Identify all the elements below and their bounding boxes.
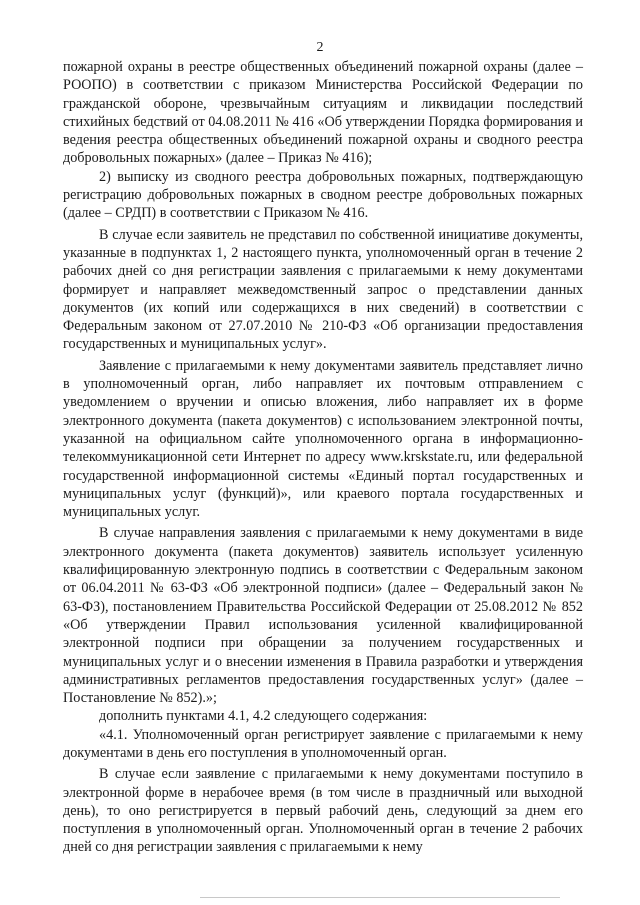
scan-edge-line [200,897,560,898]
paragraph-amendment-intro: дополнить пунктами 4.1, 4.2 следующего содержания: [99,708,428,725]
document-body [63,58,583,857]
paragraph-item-2: 2) выписку из сводного реестра добровольных пожарных, подтверждающую регистрацию добровольных пожарных в сводном реестре добровольных пожарных (далее – СРДП) в соответствии с Приказом № 416. [63,168,583,222]
paragraph-electronic-signature: В случае направления заявления с прилагаемыми к нему документами в виде электронного документа (пакета документов) заявитель использует усиленную квалифицированную электронную подпись в соответствии с Федеральным законом от 06.04.2011 № 63-ФЗ «Об электронной подписи» (далее – Федеральный закон № 63-ФЗ), постановлением Правительства Российской Федерации от 25.08.2012 № 852 «Об утверждении Правил использования усиленной квалифицированной электронной подписи при обращении за получением государственных и муниципальных услуг и о внесении изменения в Правила разработки и утверждения административных регламентов предоставления государственных услуг» (далее – Постановление № 852).»; [63,525,583,707]
paragraph-submission-methods: Заявление с прилагаемыми к нему документами заявитель представляет лично в уполномоченный орган, либо направляет их почтовым отправлением с уведомлением о вручении и описью вложения, либо направляет их в форме электронного документа (пакета документов) с использованием электронной почты, указанной на официальном сайте уполномоченного органа в информационно-телекоммуникационной сети Интернет по адресу www.krskstate.ru, или федеральной государственной информационной системы «Единый портал государственных и муниципальных услуг (функций)», или краевого портала государственных и муниципальных услуг. [63,357,583,521]
paragraph-rooopo-continuation: пожарной охраны в реестре общественных объединений пожарной охраны (далее – РООПО) в соответствии с приказом Министерства Российской Федерации по гражданской обороне, чрезвычайным ситуациям и ликвидации последствий стихийных бедствий от 04.08.2011 № 416 «Об утверждении Порядка формирования и ведения реестра общественных объединений пожарной охраны и сводного реестра добровольных пожарных» (далее – Приказ № 416); [63,59,583,167]
page-number: 2 [316,40,324,55]
paragraph-non-working-hours: В случае если заявление с прилагаемыми к нему документами поступило в электронной форме в нерабочее время (в том числе в праздничный или выходной день), то оно регистрируется в первый рабочий день, следующий за днем его поступления в уполномоченный орган. Уполномоченный орган в течение 2 рабочих дней со дня регистрации заявления с прилагаемыми к нему [63,766,583,856]
paragraph-interagency-request: В случае если заявитель не представил по собственной инициативе документы, указанные в подпунктах 1, 2 настоящего пункта, уполномоченный орган в течение 2 рабочих дней со дня регистрации заявления с прилагаемыми к нему документами формирует и направляет межведомственный запрос о представлении данных документов (их копий или содержащихся в них сведений) в соответствии с Федеральным законом от 27.07.2010 № 210-ФЗ «Об организации предоставления государственных и муниципальных услуг». [63,226,583,353]
paragraph-clause-4-1: «4.1. Уполномоченный орган регистрирует заявление с прилагаемыми к нему документами в день его поступления в уполномоченный орган. [63,726,583,761]
